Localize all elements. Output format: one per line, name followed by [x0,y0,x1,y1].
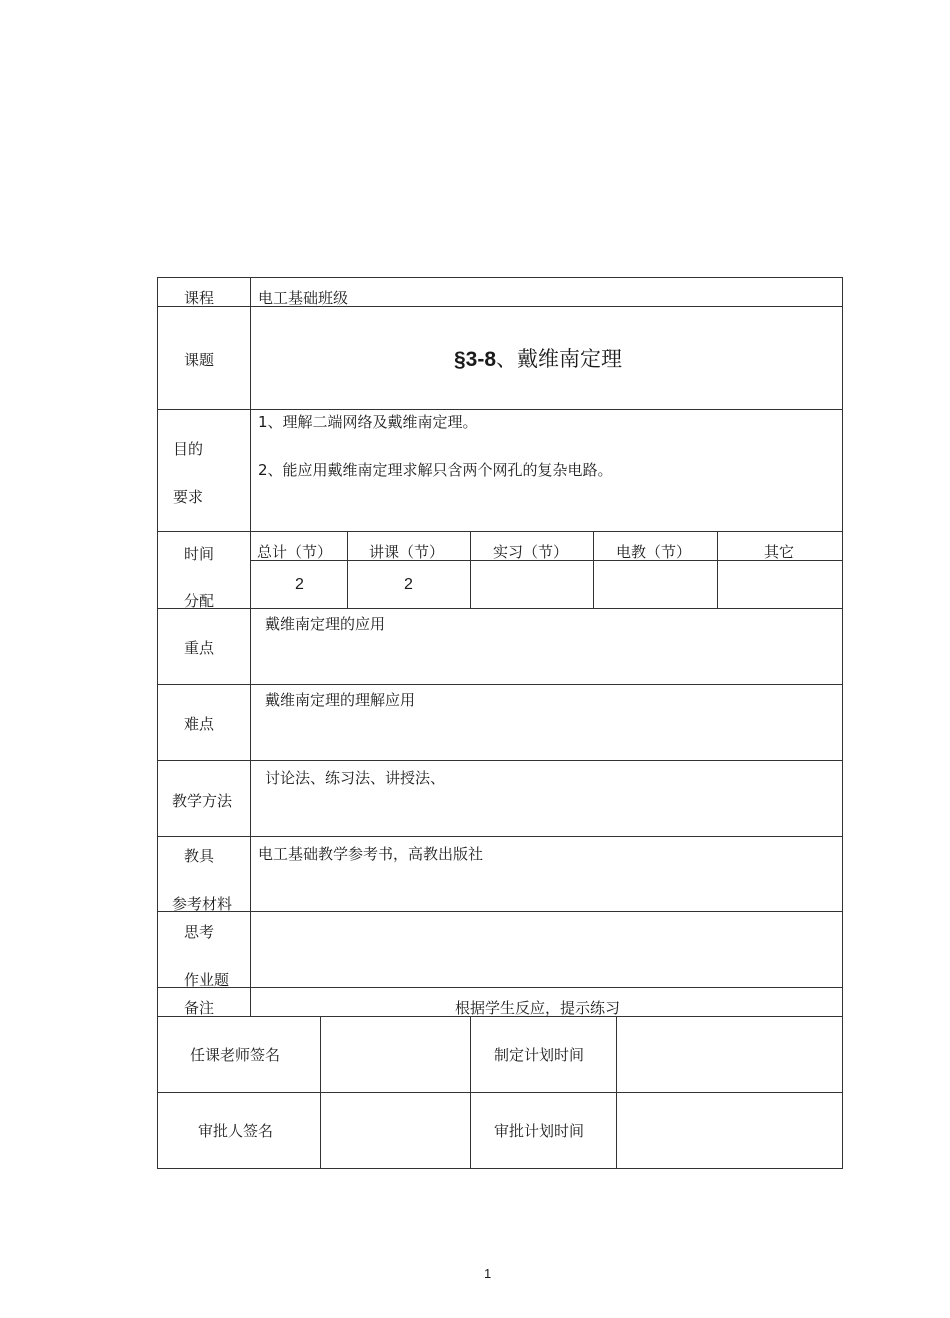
row-divider [157,684,843,685]
label-column-divider [250,277,251,1017]
row-divider [157,911,843,912]
time-header-lecture: 讲课（节） [369,543,445,561]
remark-label: 备注 [184,999,215,1017]
topic-label: 课题 [184,351,215,369]
row-divider [157,987,843,988]
difficulty-label: 难点 [184,715,215,733]
signature-column-divider [470,1016,471,1169]
time-column-divider [593,531,594,609]
method-value: 讨论法、练习法、讲授法、 [265,769,446,787]
row-divider [157,836,843,837]
course-label: 课程 [184,289,215,307]
time-value-lecture: 2 [404,576,413,593]
goal-item: 2、能应用戴维南定理求解只含两个网孔的复杂电路。 [258,461,613,479]
goal-label-line1: 目的 [173,440,204,458]
page-number: 1 [484,1266,492,1281]
tools-label-line2: 参考材料 [172,895,233,913]
row-divider [157,409,843,410]
approve-time-label: 审批计划时间 [494,1122,585,1140]
time-header-other: 其它 [764,543,795,561]
key-value: 戴维南定理的应用 [265,615,386,633]
row-divider [157,608,843,609]
teacher-signature-label: 任课老师签名 [190,1046,281,1064]
plan-time-label: 制定计划时间 [494,1046,585,1064]
table-border-top [157,277,843,278]
table-border-right [842,277,843,1169]
time-column-divider [347,531,348,609]
method-label: 教学方法 [172,792,233,810]
table-border-bottom [157,1168,843,1169]
approver-signature-label: 审批人签名 [198,1122,274,1140]
row-divider [157,531,843,532]
time-label-line1: 时间 [184,545,215,563]
topic-name: 、戴维南定理 [496,347,623,371]
time-column-divider [717,531,718,609]
homework-label-line1: 思考 [184,923,215,941]
topic-number: §3-8 [454,348,497,371]
time-value-total: 2 [295,576,304,593]
signature-column-divider [320,1016,321,1169]
tools-value: 电工基础教学参考书，高教出版社 [258,845,484,863]
time-label-line2: 分配 [184,592,215,610]
signature-column-divider [616,1016,617,1169]
homework-label-line2: 作业题 [184,971,230,989]
time-header-total: 总计（节） [257,543,333,561]
time-column-divider [470,531,471,609]
time-header-practice: 实习（节） [493,543,569,561]
topic-title [454,346,622,373]
table-border-left [157,277,158,1169]
tools-label-line1: 教具 [184,847,215,865]
time-header-media: 电教（节） [616,543,692,561]
course-value: 电工基础班级 [258,289,349,307]
difficulty-value: 戴维南定理的理解应用 [265,691,416,709]
key-label: 重点 [184,639,215,657]
goal-label-line2: 要求 [173,488,204,506]
row-divider [157,1092,843,1093]
goal-item: 1、理解二端网络及戴维南定理。 [258,413,478,431]
remark-value: 根据学生反应，提示练习 [455,999,621,1017]
row-divider [157,760,843,761]
